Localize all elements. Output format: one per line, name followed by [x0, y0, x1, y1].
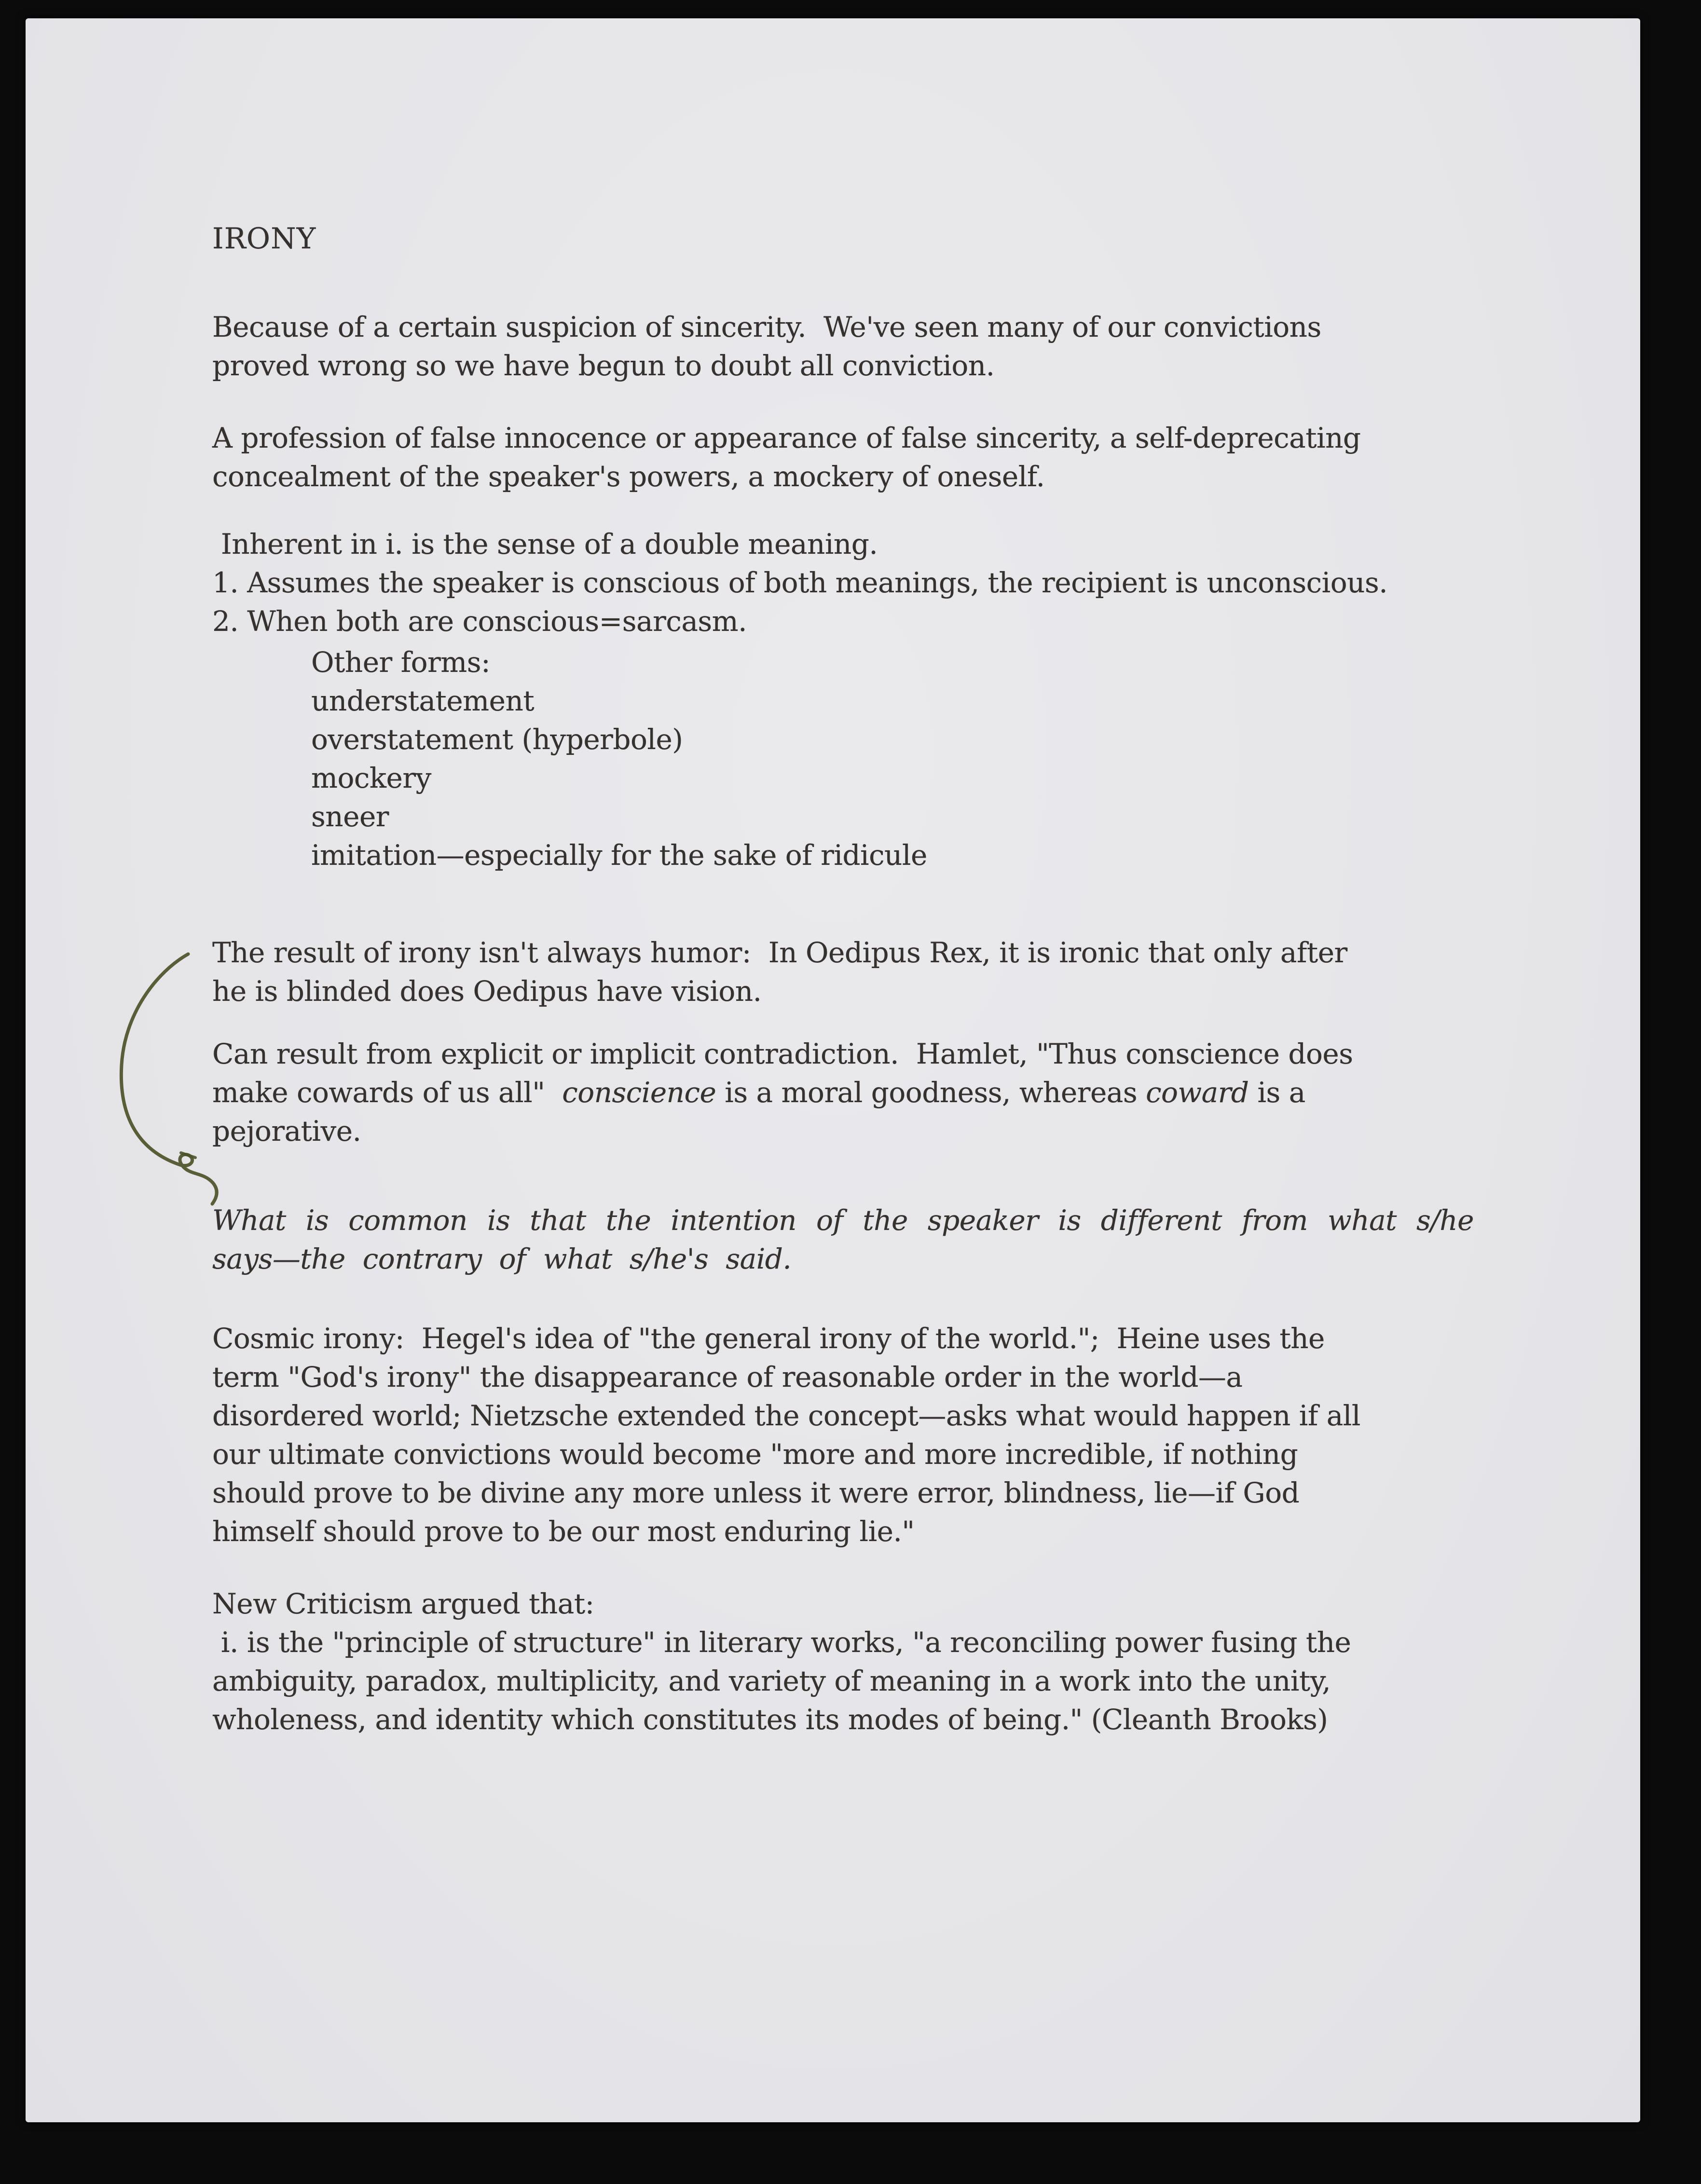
- text-line: Inherent in i. is the sense of a double meaning.: [212, 528, 878, 560]
- text-segment: make cowards of us all": [212, 1076, 562, 1109]
- text-line-mixed: [212, 1073, 1486, 1112]
- title-text: IRONY: [212, 222, 316, 256]
- text-line: What is common is that the intention of the speaker is different from what s/he: [212, 1204, 1474, 1237]
- paragraph-oedipus: [212, 933, 1486, 1010]
- list-item: sneer: [311, 800, 389, 833]
- text-line: Because of a certain suspicion of sincerity. We've seen many of our convictions: [212, 311, 1321, 343]
- list-item: imitation—especially for the sake of ridicule: [311, 839, 927, 872]
- list-heading: Other forms:: [311, 646, 491, 679]
- paragraph-italic-intention: [212, 1201, 1474, 1278]
- italic-word-coward: coward: [1146, 1076, 1249, 1109]
- text-line: New Criticism argued that:: [212, 1587, 594, 1620]
- numbered-item-2: 2. When both are conscious=sarcasm.: [212, 605, 747, 638]
- text-line: Can result from explicit or implicit contradiction. Hamlet, "Thus conscience does: [212, 1037, 1353, 1070]
- paragraph-cosmic-irony: [212, 1319, 1486, 1551]
- text-line: term "God's irony" the disappearance of reasonable order in the world—a: [212, 1361, 1243, 1393]
- numbered-item-1: 1. Assumes the speaker is conscious of both meanings, the recipient is unconscious.: [212, 566, 1388, 599]
- italic-word-conscience: conscience: [562, 1076, 716, 1109]
- text-line: concealment of the speaker's powers, a mockery of oneself.: [212, 460, 1045, 493]
- paragraph-hamlet-contradiction: [212, 1035, 1486, 1150]
- paragraph-new-criticism: [212, 1584, 1486, 1739]
- text-line: i. is the "principle of structure" in literary works, "a reconciling power fusing the: [212, 1626, 1351, 1659]
- other-forms-list: [311, 643, 1585, 874]
- text-line: pejorative.: [212, 1115, 361, 1147]
- text-line: says—the contrary of what s/he's said.: [212, 1242, 792, 1275]
- paragraph-double-meaning-numbered: [212, 525, 1486, 641]
- paragraph-false-innocence: [212, 419, 1486, 496]
- hand-drawn-arrow-stroke: [121, 954, 217, 1204]
- paper-page: [26, 18, 1640, 2122]
- page-title: [212, 219, 1486, 258]
- text-line: wholeness, and identity which constitutes its modes of being." (Cleanth Brooks): [212, 1703, 1328, 1736]
- text-line: our ultimate convictions would become "more and more incredible, if nothing: [212, 1438, 1298, 1471]
- text-line: himself should prove to be our most enduring lie.": [212, 1515, 915, 1548]
- text-line: ambiguity, paradox, multiplicity, and variety of meaning in a work into the unity,: [212, 1665, 1331, 1697]
- list-item: mockery: [311, 762, 431, 794]
- text-segment: is a moral goodness, whereas: [716, 1076, 1146, 1109]
- text-line: A profession of false innocence or appearance of false sincerity, a self-deprecating: [212, 422, 1361, 454]
- text-segment: is a: [1248, 1076, 1305, 1109]
- text-line: should prove to be divine any more unless it were error, blindness, lie—if God: [212, 1476, 1300, 1509]
- text-line: proved wrong so we have begun to doubt all conviction.: [212, 349, 995, 382]
- arrowhead-barb: [181, 1153, 195, 1158]
- text-line: The result of irony isn't always humor: In Oedipus Rex, it is ironic that only after: [212, 936, 1347, 969]
- text-line: disordered world; Nietzsche extended the concept—asks what would happen if all: [212, 1399, 1360, 1432]
- list-item: understatement: [311, 684, 535, 717]
- text-line: he is blinded does Oedipus have vision.: [212, 975, 762, 1008]
- paragraph-suspicion-of-sincerity: [212, 308, 1486, 385]
- text-line: Cosmic irony: Hegel's idea of "the general irony of the world."; Heine uses the: [212, 1322, 1325, 1355]
- list-item: overstatement (hyperbole): [311, 723, 683, 756]
